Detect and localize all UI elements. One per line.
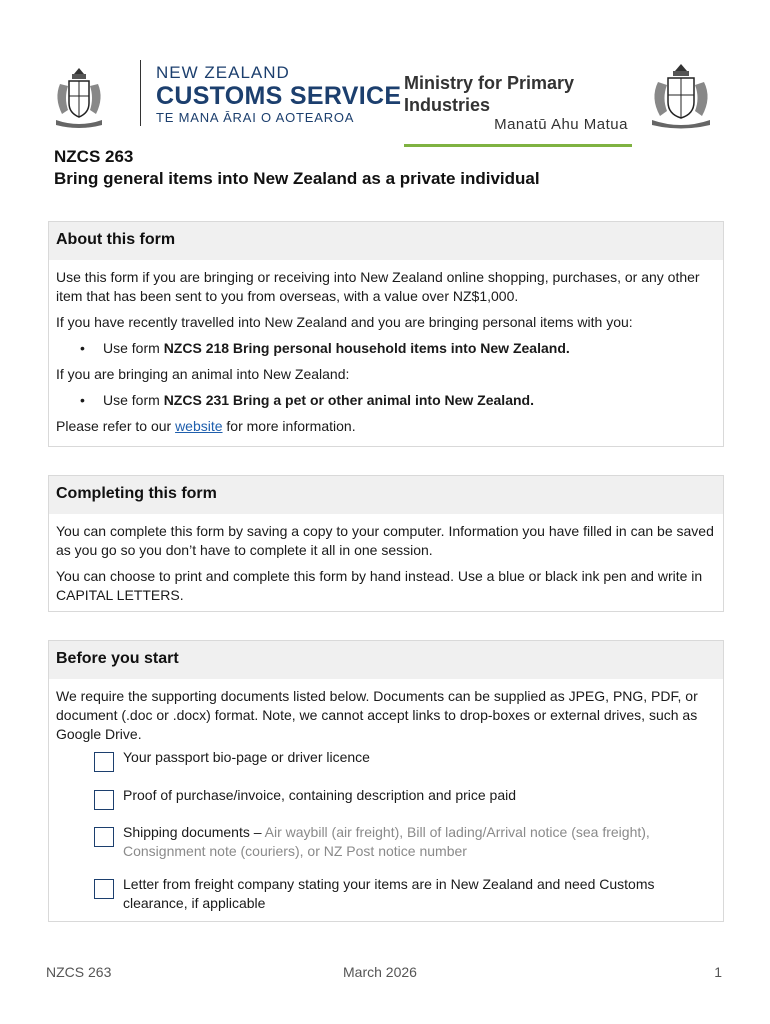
completing-section xyxy=(48,475,724,612)
form-title: Bring general items into New Zealand as a private individual xyxy=(54,169,540,188)
shipping-documents-details: Air waybill (air freight), Bill of lading/Arrival notice (sea freight), Consignment note (couriers), or NZ Post notice number xyxy=(123,824,650,859)
about-list-1 xyxy=(56,339,715,358)
page-header xyxy=(0,0,770,140)
passport-label: Your passport bio-page or driver licence xyxy=(123,749,370,765)
about-paragraph-1: Use this form if you are bringing or receiving into New Zealand online shopping, purchases, or any other item that has been sent to you from overseas, with a value over NZ$1,000. xyxy=(56,269,700,304)
about-list-2 xyxy=(56,391,715,410)
before-paragraph-1: We require the supporting documents listed below. Documents can be supplied as JPEG, PNG, PDF, or document (.doc or .docx) format. Note, we cannot accept links to drop-boxes or external drives, such as Google Drive. xyxy=(56,688,698,742)
page-footer xyxy=(46,964,722,984)
shipping-documents-label xyxy=(123,823,715,861)
header-divider xyxy=(140,60,141,126)
list-item xyxy=(56,391,715,410)
document-checklist-item xyxy=(94,748,715,772)
document-title xyxy=(54,146,540,190)
mpi-logo xyxy=(404,72,632,147)
freight-letter-checkbox[interactable] xyxy=(94,879,114,899)
bullet-prefix: Use form xyxy=(103,340,164,356)
about-paragraph-4 xyxy=(56,417,715,436)
completing-body xyxy=(49,514,723,618)
proof-of-purchase-label: Proof of purchase/invoice, containing description and price paid xyxy=(123,787,517,803)
document-checklist-item xyxy=(94,823,715,861)
customs-logo xyxy=(156,64,401,126)
refer-text: Please refer to our xyxy=(56,418,176,434)
form-reference-nzcs-218: NZCS 218 Bring personal household items into New Zealand. xyxy=(163,340,570,356)
customs-logo-line1: NEW ZEALAND xyxy=(156,63,290,82)
about-section xyxy=(48,221,724,447)
completing-paragraph-2: You can choose to print and complete this form by hand instead. Use a blue or black ink pen and write in CAPITAL LETTERS. xyxy=(56,568,703,603)
mpi-logo-line2: Manatū Ahu Matua xyxy=(494,116,628,133)
nz-coat-of-arms-icon xyxy=(52,66,106,130)
about-paragraph-3: If you are bringing an animal into New Zealand: xyxy=(56,366,350,382)
form-reference-nzcs-231: NZCS 231 Bring a pet or other animal into New Zealand. xyxy=(163,392,534,408)
completing-heading: Completing this form xyxy=(49,476,723,514)
document-checklist-item xyxy=(94,786,715,810)
before-section xyxy=(48,640,724,922)
about-heading: About this form xyxy=(49,222,723,260)
page-number: 1 xyxy=(714,964,722,980)
footer-date: March 2026 xyxy=(343,964,417,980)
document-checklist-item xyxy=(94,875,715,913)
freight-letter-label: Letter from freight company stating your items are in New Zealand and need Customs clearance, if applicable xyxy=(123,876,655,911)
mpi-logo-line1: Ministry for Primary Industries xyxy=(404,73,575,115)
footer-form-code: NZCS 263 xyxy=(46,964,112,980)
proof-of-purchase-checkbox[interactable] xyxy=(94,790,114,810)
completing-paragraph-1: You can complete this form by saving a copy to your computer. Information you have filled in can be saved as you go so you don’t have to complete it all in one session. xyxy=(56,523,714,558)
website-link[interactable]: website xyxy=(175,418,223,434)
bullet-prefix: Use form xyxy=(103,392,164,408)
shipping-documents-checkbox[interactable] xyxy=(94,827,114,847)
before-body xyxy=(49,679,723,919)
passport-checkbox[interactable] xyxy=(94,752,114,772)
about-body xyxy=(49,260,723,449)
customs-logo-line2: CUSTOMS SERVICE xyxy=(156,82,402,110)
list-item xyxy=(56,339,715,358)
mpi-coat-of-arms-icon xyxy=(646,62,716,130)
shipping-documents-main: Shipping documents – xyxy=(123,824,265,840)
about-paragraph-2: If you have recently travelled into New Zealand and you are bringing personal items with you: xyxy=(56,314,633,330)
before-heading: Before you start xyxy=(49,641,723,679)
refer-suffix: for more information. xyxy=(222,418,356,434)
form-code: NZCS 263 xyxy=(54,147,134,166)
customs-logo-line3: TE MANA ĀRAI O AOTEAROA xyxy=(156,110,355,125)
